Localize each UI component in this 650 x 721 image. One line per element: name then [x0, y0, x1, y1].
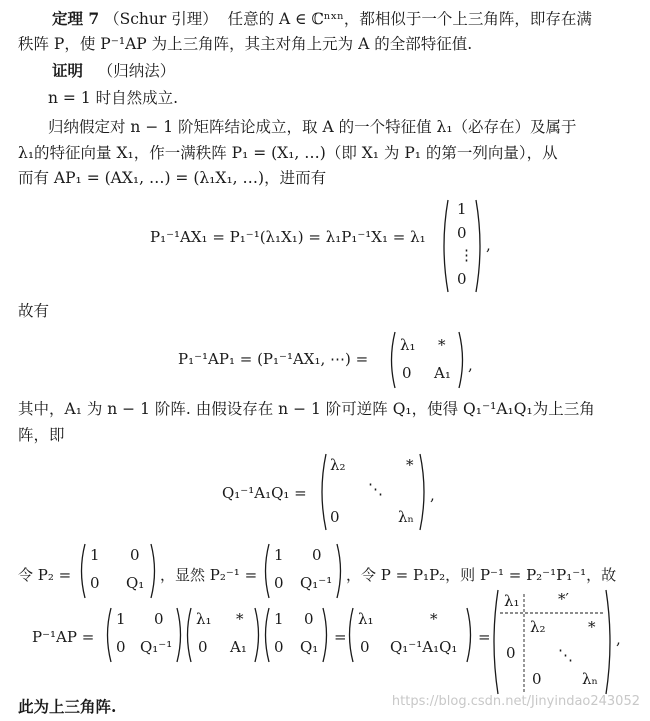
eq4-m1-22: Q₁⁻¹ [140, 638, 173, 656]
para-6a: 令 P₂ = [18, 566, 72, 584]
eq4-m5-zero2: 0 [532, 670, 542, 688]
eq4-m5-ln: λₙ [582, 670, 598, 688]
base-case: n = 1 时自然成立. [48, 89, 179, 107]
proof-method: （归纳法） [97, 62, 176, 80]
para-6c: ，令 P = P₁P₂，则 P⁻¹ = P₂⁻¹P₁⁻¹，故 [346, 566, 617, 584]
eq3-matrix [318, 452, 428, 532]
eq3-l2: λ₂ [330, 456, 346, 474]
proof-label: 证明 [52, 61, 84, 80]
theorem-name: （Schur 引理） [104, 10, 218, 28]
eq4-m4 [346, 606, 474, 664]
eq4-m1 [104, 606, 184, 664]
p2-m12: 0 [130, 546, 140, 564]
eq3-lhs: Q₁⁻¹A₁Q₁ = [222, 484, 307, 502]
para-2: λ₁的特征向量 X₁，作一满秩阵 P₁ = (X₁, …)（即 X₁ 为 P₁ 的第一列向量），从 [18, 144, 558, 162]
eq1-vector [440, 198, 484, 294]
para-4: 其中，A₁ 为 n − 1 阶阵. 由假设存在 n − 1 阶可逆阵 Q₁，使得 Q₁⁻¹A₁Q₁为上三角 [18, 400, 595, 418]
eq4-m5-star: * [588, 618, 596, 636]
eq4-m5-l1: λ₁ [504, 592, 520, 610]
eq2-m21: 0 [402, 364, 412, 382]
eq3-star: * [406, 456, 414, 474]
eq4-m2 [184, 606, 262, 664]
theorem-label: 定理 7 [52, 9, 100, 28]
eq4-m4-21: 0 [360, 638, 370, 656]
theorem-line-1 [52, 8, 592, 30]
theorem-line-2: 秩阵 P，使 P⁻¹AP 为上三角阵，其主对角上元为 A 的全部特征值. [18, 35, 473, 53]
para-1: 归纳假定对 n − 1 阶矩阵结论成立，取 A 的一个特征值 λ₁（必存在）及属于 [48, 118, 577, 136]
eq3-ddots: ⋱ [368, 480, 383, 498]
proof-header [52, 60, 175, 82]
eq1-v4: 0 [457, 270, 467, 288]
eq4-m2-22: A₁ [230, 638, 247, 656]
para-3: 而有 AP₁ = (AX₁, …) = (λ₁X₁, …)，进而有 [18, 169, 327, 187]
p2inv-m21: 0 [274, 574, 284, 592]
eq1-v1: 1 [457, 200, 467, 218]
eq1-lhs: P₁⁻¹AX₁ = P₁⁻¹(λ₁X₁) = λ₁P₁⁻¹X₁ = λ₁ [150, 228, 426, 246]
eq4-m4-12: * [430, 610, 438, 628]
p2-matrix [78, 542, 158, 600]
therefore: 故有 [18, 302, 50, 320]
eq4-lhs: P⁻¹AP = [32, 628, 95, 646]
para-6b: ，显然 P₂⁻¹ = [160, 566, 258, 584]
eq2-m12: * [438, 336, 446, 354]
eq4-m5-starprime: *′ [558, 590, 569, 608]
p2inv-matrix [262, 542, 344, 600]
p2inv-m22: Q₁⁻¹ [300, 574, 333, 592]
eq4-m2-11: λ₁ [196, 610, 212, 628]
eq2-m11: λ₁ [400, 336, 416, 354]
eq4-m2-21: 0 [198, 638, 208, 656]
eq2-lhs: P₁⁻¹AP₁ = (P₁⁻¹AX₁, ⋯) = [178, 350, 369, 368]
watermark: https://blog.csdn.net/Jinyindao243052 [391, 694, 640, 709]
eq4-m4-22: Q₁⁻¹A₁Q₁ [390, 638, 458, 656]
eq4-m5-zero1: 0 [506, 644, 516, 662]
eq4-m1-11: 1 [116, 610, 126, 628]
eq4-m2-12: * [236, 610, 244, 628]
eq1-v3: ⋮ [459, 246, 474, 264]
eq4-m3-11: 1 [274, 610, 284, 628]
eq4-m1-12: 0 [154, 610, 164, 628]
p2-m21: 0 [90, 574, 100, 592]
eq2-m22: A₁ [434, 364, 451, 382]
eq4-m3-12: 0 [304, 610, 314, 628]
p2inv-m12: 0 [312, 546, 322, 564]
para-5: 阵，即 [18, 426, 65, 444]
eq4-m3-21: 0 [274, 638, 284, 656]
eq4-m3 [262, 606, 330, 664]
p2inv-m11: 1 [274, 546, 284, 564]
eq4-m1-21: 0 [116, 638, 126, 656]
eq4-m5-ddots: ⋱ [558, 646, 573, 664]
eq3-ln: λₙ [398, 508, 414, 526]
eq4-m5 [490, 588, 614, 696]
eq3-zero: 0 [330, 508, 340, 526]
conclusion: 此为上三角阵. [18, 697, 117, 716]
eq4-m5-l2: λ₂ [530, 618, 546, 636]
equation-1 [150, 228, 426, 246]
eq1-v2: 0 [457, 224, 467, 242]
p2-m22: Q₁ [126, 574, 145, 592]
eq2-matrix [388, 330, 466, 390]
eq4-m3-22: Q₁ [300, 638, 319, 656]
p2-m11: 1 [90, 546, 100, 564]
theorem-text-1: 任意的 A ∈ ℂⁿˣⁿ，都相似于一个上三角阵，即存在满 [227, 10, 592, 28]
eq4-m4-11: λ₁ [358, 610, 374, 628]
